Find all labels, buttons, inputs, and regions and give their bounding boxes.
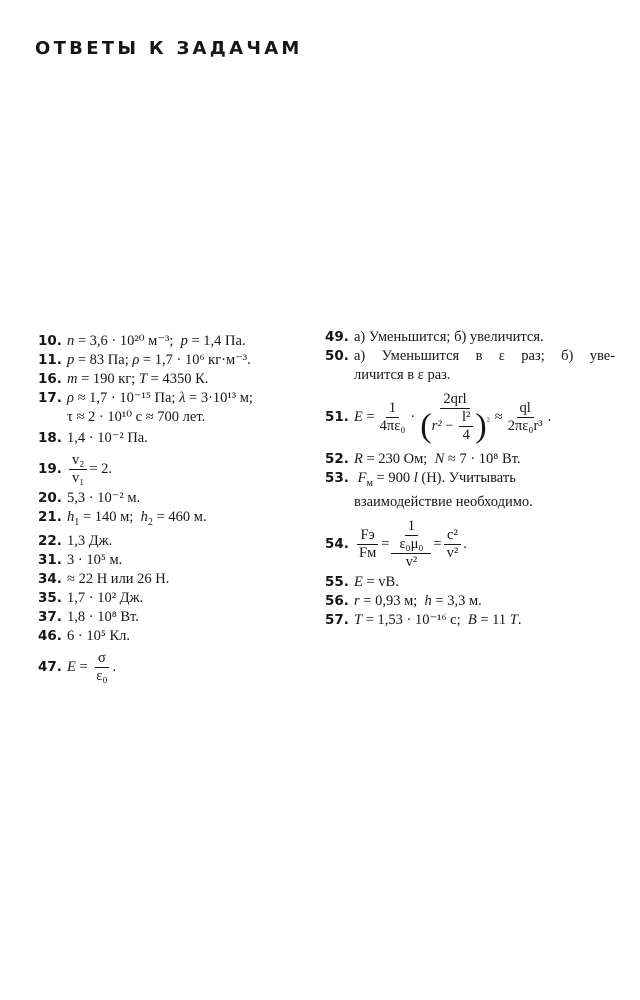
answer-53: 53. $F_м = 900$ l (Н). Учитывать взаимодействие необходимо.: [325, 470, 533, 510]
answers-left-column: [38, 332, 308, 685]
page-title: ОТВЕТЫ К ЗАДАЧАМ: [35, 38, 303, 59]
fraction: $\frac{Fэ}{Fм}$: [359, 526, 377, 561]
answer-number: 31.: [38, 551, 62, 568]
answer-17: 17. ρ ≈ 1,7 · 10⁻¹⁵ Па; λ = 3·10¹³ м; τ ≈ 2 · 10¹⁰ с ≈ 700 лет.: [38, 390, 253, 425]
answer-number: 54.: [325, 535, 349, 552]
fraction: $\frac{\frac{1}{\text{ε₀μ₀}}}{\text{v²}}$: [391, 518, 431, 571]
answer-50: 50. а) Уменьшится в ε раз; б) уве- личится в ε раз.: [325, 348, 615, 383]
fraction: $\frac{\text{v₂}}{\text{v₁}}$: [69, 452, 87, 487]
answer-number: 50.: [325, 348, 349, 364]
answer-57: 57. T = 1,53 · 10⁻¹⁶ с; B = 11 T.: [325, 611, 522, 628]
answer-number: 53.: [325, 470, 349, 486]
fraction: $\frac{\text{c²}}{\text{v²}}$: [444, 527, 462, 562]
answer-number: 17.: [38, 390, 62, 406]
fraction: $\frac{1}{\text{4πε₀}}$: [379, 400, 406, 434]
answers-right-column: [325, 328, 615, 630]
answer-number: 52.: [325, 451, 349, 467]
answer-16: 16. m = 190 кг; T = 4350 К.: [38, 371, 209, 387]
answer-21: 21. $h_1 = 140$ м; $h_2 = 460$ м.: [38, 509, 207, 528]
answer-number: 47.: [38, 658, 62, 675]
answer-number: 34.: [38, 570, 62, 587]
answer-35: 35. 1,7 · 10² Дж.: [38, 589, 144, 606]
answer-11: 11. p = 83 Па; ρ = 1,7 · 10⁶ кг·м⁻³.: [38, 352, 251, 368]
answer-number: 49.: [325, 329, 349, 345]
answer-46: 46. 6 · 10⁵ Кл.: [38, 627, 131, 644]
answer-22: 22. 1,3 Дж.: [38, 532, 113, 549]
answer-number: 21.: [38, 509, 62, 525]
fraction: $\frac{1}{\text{ε₀μ₀}}$: [399, 517, 424, 552]
answer-number: 37.: [38, 608, 62, 625]
answer-31: 31. 3 · 10⁵ м.: [38, 551, 123, 568]
answer-51: 51. E = $\frac{1}{\text{4πε₀}}$ · 2qrl (r² − $\frac{\text{l²}}{4}$ )$^{^2}$ ≈ $\frac{ql}{\text{2πε₀r³}}$ .: [325, 391, 552, 445]
answer-number: 46.: [38, 627, 62, 644]
answer-number: 18.: [38, 430, 62, 446]
answer-number: 55.: [325, 573, 349, 590]
answer-number: 16.: [38, 371, 62, 387]
answer-number: 35.: [38, 589, 62, 606]
answer-37: 37. 1,8 · 10⁸ Вт.: [38, 608, 139, 625]
answer-18: 18. 1,4 · 10⁻² Па.: [38, 430, 148, 446]
answer-54: 54. $\frac{Fэ}{Fм}$ = $\frac{\frac{1}{\text{ε₀μ₀}}}{\text{v²}}$ = $\frac{\text{c²}}{\text{v²}}$ .: [325, 517, 467, 570]
answer-10: 10. n = 3,6 · 10²⁰ м⁻³; p = 1,4 Па.: [38, 333, 246, 349]
answer-34: 34. ≈ 22 Н или 26 Н.: [38, 570, 170, 587]
answer-number: 19.: [38, 461, 62, 477]
answer-number: 22.: [38, 532, 62, 549]
answer-56: 56. r = 0,93 м; h = 3,3 м.: [325, 592, 482, 609]
fraction: $\frac{ql}{\text{2πε₀r³}}$: [507, 400, 543, 434]
answer-55: 55. E = vB.: [325, 573, 399, 590]
answer-number: 57.: [325, 611, 349, 628]
answer-49: 49. а) Уменьшится; б) увеличится.: [325, 329, 544, 345]
answer-19: 19. $\frac{\text{v₂}}{\text{v₁}}$ = 2.: [38, 452, 112, 486]
answer-number: 56.: [325, 592, 349, 609]
fraction: $\frac{\sigma}{\text{ε₀}}$: [96, 649, 108, 684]
answer-number: 20.: [38, 490, 62, 506]
fraction: $\frac{\text{l²}}{4}$: [459, 409, 473, 444]
answer-47: 47. E = $\frac{\sigma}{\text{ε₀}}$ .: [38, 649, 117, 684]
answer-52: 52. R = 230 Ом; N ≈ 7 · 10⁸ Вт.: [325, 451, 521, 467]
fraction: 2qrl (r² − $\frac{\text{l²}}{4}$ )$^{^2}$: [420, 391, 490, 445]
answer-number: 51.: [325, 409, 349, 425]
answer-number: 10.: [38, 333, 62, 349]
answer-number: 11.: [38, 352, 62, 368]
answer-20: 20. 5,3 · 10⁻² м.: [38, 490, 141, 506]
